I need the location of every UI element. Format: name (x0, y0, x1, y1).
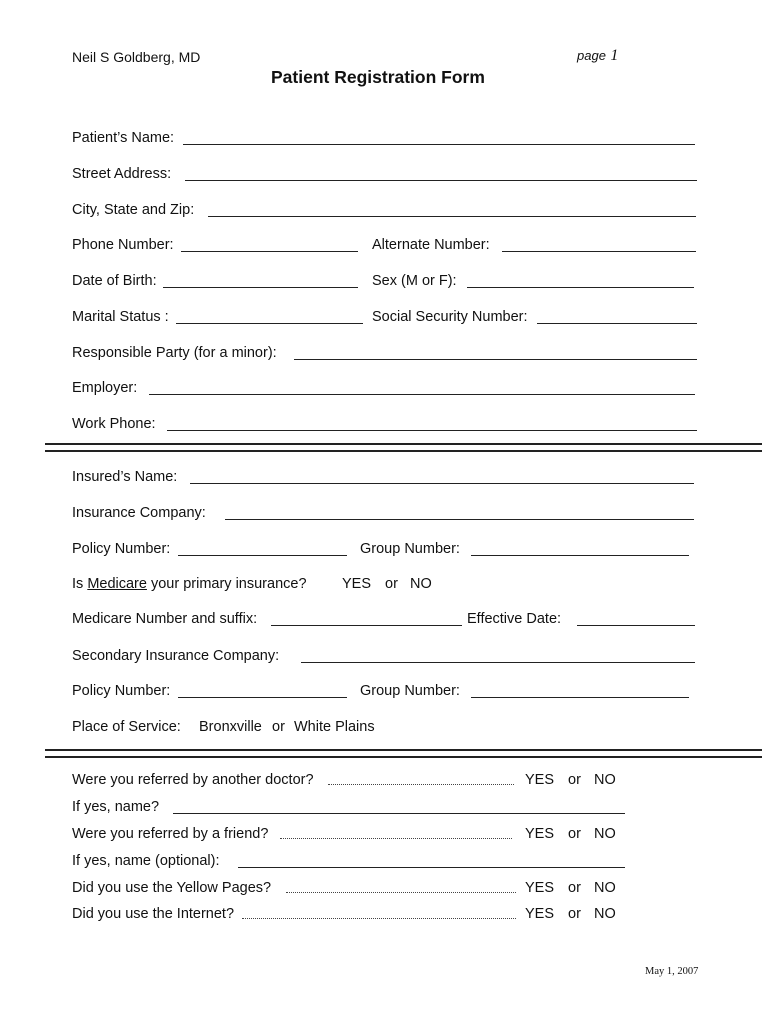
medicare-word: Medicare (87, 576, 147, 592)
effective-date-field[interactable] (577, 625, 695, 626)
employer-label: Employer: (72, 380, 138, 396)
ssn-label: Social Security Number: (372, 309, 528, 325)
referred-friend-yes[interactable]: YES (525, 826, 555, 842)
dot-leader (280, 838, 512, 839)
doctor-name-label: If yes, name? (72, 799, 160, 815)
referred-friend-or: or (568, 826, 581, 842)
city-state-zip-label: City, State and Zip: (72, 202, 195, 218)
referred-friend-question: Were you referred by a friend? (72, 826, 269, 842)
medicare-number-field[interactable] (271, 625, 462, 626)
doctor-name: Neil S Goldberg, MD (72, 49, 201, 65)
phone-number-label: Phone Number: (72, 237, 174, 253)
medicare-or: or (385, 576, 398, 592)
medicare-yes[interactable]: YES (342, 576, 372, 592)
patient-name-label: Patient’s Name: (72, 130, 175, 146)
medicare-prefix: Is (72, 576, 84, 592)
insurance-company-label: Insurance Company: (72, 505, 206, 521)
page-number: 1 (610, 47, 619, 64)
sex-field[interactable] (467, 287, 694, 288)
group-number-field[interactable] (471, 555, 689, 556)
work-phone-field[interactable] (167, 430, 697, 431)
yellow-pages-question: Did you use the Yellow Pages? (72, 880, 272, 896)
insurance-company-field[interactable] (225, 519, 694, 520)
alternate-number-label: Alternate Number: (372, 237, 490, 253)
work-phone-label: Work Phone: (72, 416, 156, 432)
dot-leader (286, 892, 516, 893)
policy-number-2-label: Policy Number: (72, 683, 171, 699)
medicare-number-label: Medicare Number and suffix: (72, 611, 258, 627)
secondary-insurance-field[interactable] (301, 662, 695, 663)
city-state-zip-field[interactable] (208, 216, 696, 217)
sex-label: Sex (M or F): (372, 273, 457, 289)
internet-yes[interactable]: YES (525, 906, 555, 922)
yellow-pages-no[interactable]: NO (594, 880, 616, 896)
internet-question: Did you use the Internet? (72, 906, 235, 922)
street-address-label: Street Address: (72, 166, 172, 182)
medicare-question (72, 575, 307, 593)
referred-doctor-question: Were you referred by another doctor? (72, 772, 314, 788)
employer-field[interactable] (149, 394, 695, 395)
place-or: or (272, 719, 285, 735)
secondary-insurance-label: Secondary Insurance Company: (72, 648, 280, 664)
alternate-number-field[interactable] (502, 251, 696, 252)
referred-doctor-yes[interactable]: YES (525, 772, 555, 788)
group-number-label: Group Number: (360, 541, 460, 557)
yellow-pages-or: or (568, 880, 581, 896)
section-divider-1 (45, 443, 762, 452)
policy-number-label: Policy Number: (72, 541, 171, 557)
place-option-bronxville[interactable]: Bronxville (199, 719, 262, 735)
internet-or: or (568, 906, 581, 922)
page-indicator (577, 47, 618, 65)
insured-name-label: Insured’s Name: (72, 469, 178, 485)
yellow-pages-yes[interactable]: YES (525, 880, 555, 896)
policy-number-field[interactable] (178, 555, 347, 556)
dot-leader (328, 784, 514, 785)
place-of-service-label: Place of Service: (72, 719, 181, 735)
patient-name-field[interactable] (183, 144, 695, 145)
medicare-suffix: your primary insurance? (150, 576, 307, 592)
internet-no[interactable]: NO (594, 906, 616, 922)
referred-doctor-or: or (568, 772, 581, 788)
policy-number-2-field[interactable] (178, 697, 347, 698)
ssn-field[interactable] (537, 323, 697, 324)
dot-leader (242, 918, 516, 919)
page-label: page (577, 48, 606, 63)
friend-name-label: If yes, name (optional): (72, 853, 220, 869)
marital-status-field[interactable] (176, 323, 363, 324)
referred-friend-no[interactable]: NO (594, 826, 616, 842)
group-number-2-field[interactable] (471, 697, 689, 698)
medicare-no[interactable]: NO (410, 576, 432, 592)
marital-status-label: Marital Status : (72, 309, 169, 325)
responsible-party-field[interactable] (294, 359, 697, 360)
section-divider-2 (45, 749, 762, 758)
date-of-birth-label: Date of Birth: (72, 273, 157, 289)
date-of-birth-field[interactable] (163, 287, 358, 288)
friend-name-field[interactable] (238, 867, 625, 868)
referred-doctor-no[interactable]: NO (594, 772, 616, 788)
form-date: May 1, 2007 (645, 966, 699, 977)
form-title: Patient Registration Form (271, 67, 485, 87)
group-number-2-label: Group Number: (360, 683, 460, 699)
effective-date-label: Effective Date: (467, 611, 562, 627)
responsible-party-label: Responsible Party (for a minor): (72, 345, 277, 361)
place-option-white-plains[interactable]: White Plains (294, 719, 375, 735)
insured-name-field[interactable] (190, 483, 694, 484)
phone-number-field[interactable] (181, 251, 358, 252)
street-address-field[interactable] (185, 180, 697, 181)
doctor-name-field[interactable] (173, 813, 625, 814)
